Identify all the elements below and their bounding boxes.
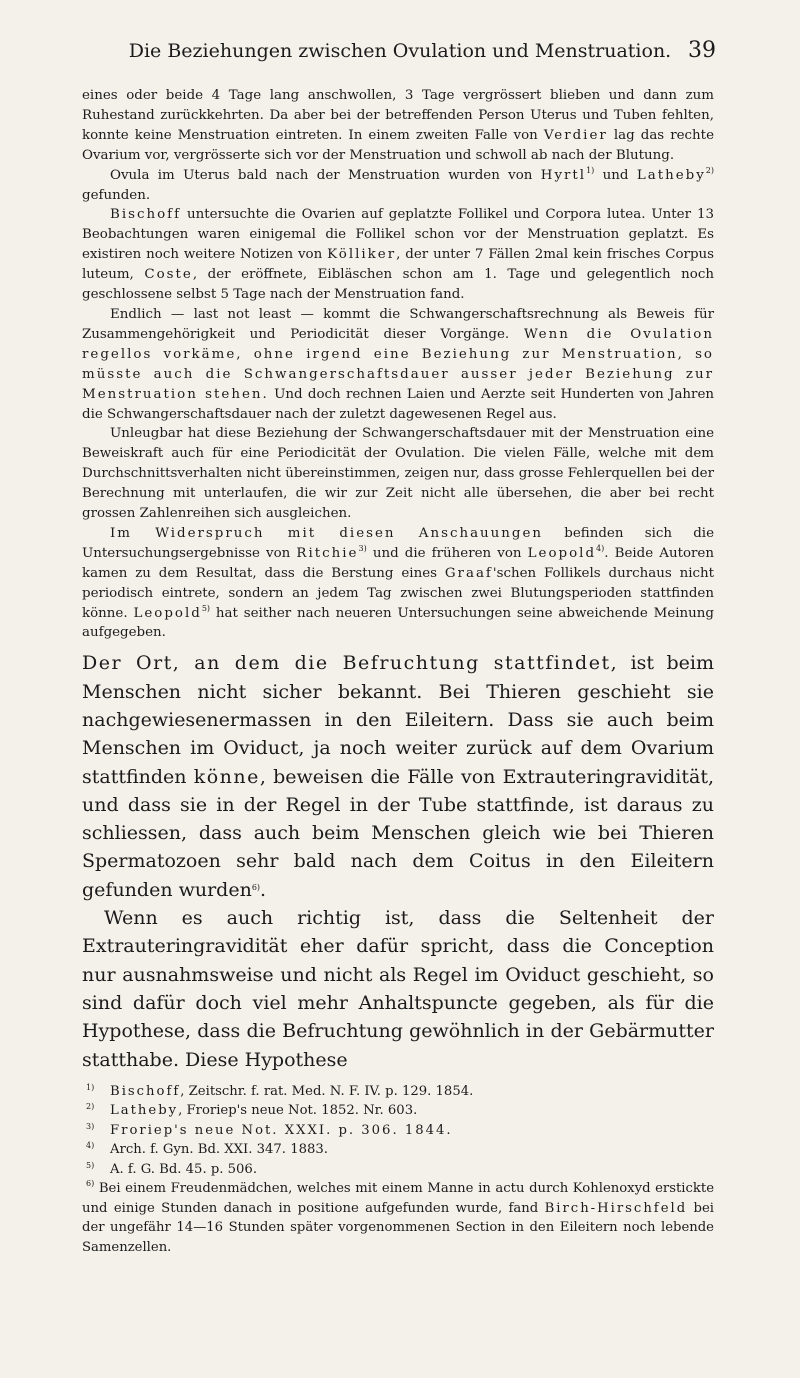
text-run: gefunden. [82, 187, 151, 203]
paragraph-2 [82, 166, 714, 206]
text-run: und die früheren von [366, 545, 528, 561]
author-name: Leopold [133, 605, 202, 621]
footnote-ref: 4) [596, 543, 605, 553]
text-run: eines oder beide 4 Tage lang anschwollen, 3 Tage vergrössert blieben und dann zum Ruhestand zurückkehrten. Da aber bei der betreffenden Person Uterus und Tuben fehlten, konnte keine Menstruation eintreten. In einem zweiten Falle von [82, 88, 714, 143]
author-name: Hyrtl [540, 167, 587, 183]
large-paragraph-2 [82, 904, 714, 1074]
text-run: Und doch rechnen Laien und Aerzte seit Hunderten von Jahren die Schwangerschaftsdauer nach der zuletzt dagewesenen Regel aus. [82, 386, 715, 422]
author-name: Latheby [636, 167, 706, 183]
text-run: 'schen Follikels durchaus nicht periodisch eintrete, sondern an jedem Tag zwischen zwei Blutungsperioden stattfinden könne. [82, 565, 714, 621]
text-run: und [594, 167, 637, 183]
footnote-marker: 6) [86, 1179, 95, 1189]
emphasis-text: könne [193, 765, 260, 788]
footnote-marker: 3) [86, 1121, 95, 1131]
footnote-4 [82, 1140, 714, 1160]
emphasis-text: Im Widerspruch mit diesen Anschauungen [110, 525, 544, 541]
text-run: , Zeitschr. f. rat. Med. N. F. IV. p. 129. 1854. [180, 1083, 474, 1099]
paragraph-1 [82, 86, 714, 166]
author-name: Bischoff [110, 207, 182, 223]
footnote-1 [82, 1082, 714, 1102]
author-name: Ritchie [296, 545, 359, 561]
footnote-6 [82, 1179, 714, 1257]
text-run: ist beim Menschen nicht sicher bekannt. Bei Thieren geschieht sie nachgewiesenermassen in den Eileitern. Dass sie auch beim Menschen im Oviduct, ja noch weiter zurück auf dem Ovarium stattfinden [82, 652, 714, 788]
footnotes [82, 1082, 714, 1258]
page-number: 39 [688, 38, 716, 63]
text-run: Unleugbar hat diese Beziehung der Schwangerschaftsdauer mit der Menstruation eine Beweiskraft auch für eine Periodicität der Ovulation. Die vielen Fälle, welche mit dem Durchschnittsverhalten nicht übereinstimmen, zeigen nur, dass grosse Fehlerquellen bei der Berechnung mit unterlaufen, die wir zur Zeit nicht alle übersehen, die aber bei recht grossen Zahlenreihen sich ausgleichen. [82, 426, 714, 522]
text-run: Wenn es auch richtig ist, dass die Seltenheit der Extrauteringravidität eher dafür spricht, dass die Conception nur ausnahmsweise und nicht als Regel im Oviduct geschieht, so sind dafür doch viel mehr Anhaltspuncte gegeben, als für die Hypothese, dass die Befruchtung gewöhnlich in der Gebärmutter statthabe. Diese Hypothese [82, 907, 714, 1071]
text-run: , Froriep's neue Not. 1852. Nr. 603. [178, 1103, 418, 1119]
page-header [0, 40, 800, 70]
text-run: , beweisen die Fälle von Extrauteringravidität, und dass sie in der Regel in der Tube stattfinde, ist daraus zu schliessen, dass auch beim Menschen gleich wie bei Thieren Spermatozoen sehr bald nach dem Coitus in den Eileitern gefunden wurden [82, 765, 715, 901]
footnote-marker: 5) [86, 1160, 95, 1170]
text-run: Bei einem Freudenmädchen, welches mit einem Manne in actu durch Kohlenoxyd erstickte und einige Stunden danach in positione aufgefunden wurde, fand [82, 1181, 714, 1216]
footnote-marker: 2) [86, 1102, 95, 1112]
author-name: Leopold [527, 545, 597, 561]
text-run: Froriep's neue Not. XXXI. p. 306. 1844. [110, 1122, 453, 1138]
footnote-2 [82, 1101, 714, 1121]
footnote-ref: 2) [705, 165, 714, 175]
text-run: lag das rechte Ovarium vor, vergrösserte sich vor der Menstruation und schwoll ab nach der Blutung. [82, 127, 714, 163]
large-type-section [82, 649, 714, 1073]
running-title: Die Beziehungen zwischen Ovulation und Menstruation. [128, 40, 672, 62]
text-run: untersuchte die Ovarien auf geplatzte Follikel und Corpora lutea. Unter 13 Beobachtungen waren einigemal die Follikel schon vor der Menstruation geplatzt. Es existiren noch weitere Notizen von [82, 207, 714, 263]
footnote-ref: 5) [201, 603, 211, 613]
emphasis-text: Der Ort, an dem die Befruchtung stattfindet, [82, 652, 619, 675]
footnote-3 [82, 1121, 714, 1141]
author-name: Kölliker [327, 247, 397, 263]
footnote-ref: 3) [358, 543, 367, 553]
footnote-marker: 1) [86, 1082, 95, 1092]
text-run: . [260, 878, 267, 901]
text-run: A. f. G. Bd. 45. p. 506. [110, 1161, 258, 1177]
author-name: Bischoff [110, 1083, 181, 1099]
text-run: , der unter 7 Fällen 2mal kein frisches Corpus luteum, [82, 247, 715, 283]
author-name: Coste [144, 267, 193, 283]
text-run: Arch. f. Gyn. Bd. XXI. 347. 1883. [110, 1142, 328, 1158]
paragraph-3 [82, 205, 714, 305]
footnote-ref: 6) [251, 882, 261, 892]
text-run: bei der ungefähr 14—16 Stunden später vorgenommenen Section in den Eileitern noch lebende Samenzellen. [82, 1200, 715, 1255]
author-name: Birch-Hirschfeld [544, 1200, 688, 1216]
footnote-ref: 1) [586, 165, 595, 175]
footnote-marker: 4) [86, 1141, 95, 1151]
text-run: Endlich — last not least — kommt die Schwangerschaftsrechnung als Beweis für Zusammengehörigkeit und Periodicität dieser Vorgänge. [82, 306, 714, 342]
large-paragraph-1 [82, 649, 714, 904]
author-name: Graaf [444, 565, 493, 581]
text-run: . Beide Autoren kamen zu dem Resultat, dass die Berstung eines [82, 545, 714, 581]
footnote-5 [82, 1160, 714, 1180]
text-run: , der eröffnete, Eibläschen schon am 1. Tage und gelegentlich noch geschlossene selbst 5 Tage nach der Menstruation fand. [82, 267, 714, 303]
paragraph-6 [82, 524, 714, 643]
text-run: befinden sich die Untersuchungsergebnisse von [82, 525, 714, 561]
text-run: Ovula im Uterus bald nach der Menstruation wurden von [110, 167, 541, 183]
author-name: Verdier [543, 127, 608, 143]
paragraph-4 [82, 305, 714, 424]
emphasis-text: Wenn die Ovulation regellos vorkäme, ohne irgend eine Beziehung zur Menstruation, so müsste auch die Schwangerschaftsdauer ausser jeder Beziehung zur Menstruation stehen. [82, 326, 714, 402]
main-text [82, 86, 714, 1257]
author-name: Latheby [110, 1103, 179, 1119]
text-run: hat seither nach neueren Untersuchungen seine abweichende Meinung aufgegeben. [82, 605, 714, 641]
paragraph-5 [82, 424, 714, 524]
